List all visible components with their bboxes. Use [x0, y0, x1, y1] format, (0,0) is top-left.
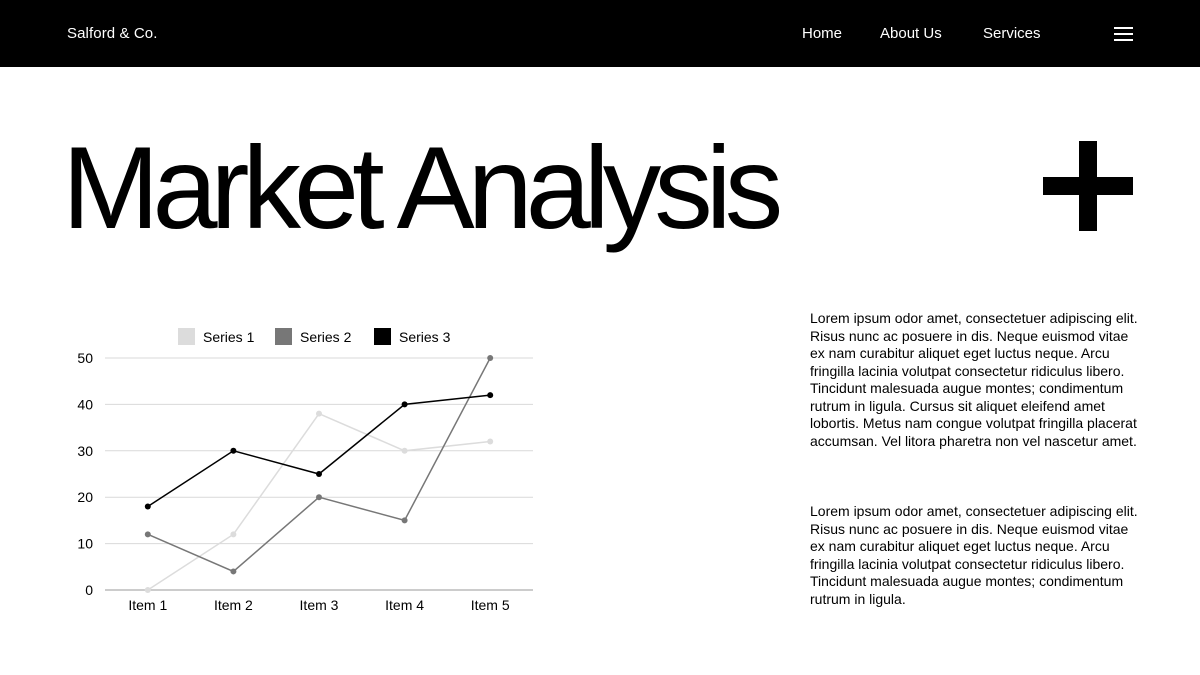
series-2-point: [402, 517, 408, 523]
series-2-point: [316, 494, 322, 500]
series-3-point: [487, 392, 493, 398]
series-2-point: [230, 568, 236, 574]
series-3-point: [230, 448, 236, 454]
legend-swatch: [178, 328, 195, 345]
y-tick-label: 50: [77, 350, 93, 366]
series-1-point: [487, 439, 493, 445]
x-tick-label: Item 3: [299, 597, 339, 613]
series-line-1: [148, 414, 490, 590]
series-2-point: [487, 355, 493, 361]
nav-link-services[interactable]: Services: [983, 25, 1041, 42]
page-title: Market Analysis: [62, 122, 777, 253]
nav-link-about-us[interactable]: About Us: [880, 25, 942, 42]
y-tick-label: 30: [77, 442, 93, 459]
plus-icon: [1043, 141, 1133, 231]
legend-swatch: [374, 328, 391, 345]
brand-name[interactable]: Salford & Co.: [67, 25, 158, 42]
body-paragraph-1: Lorem ipsum odor amet, consectetuer adipiscing elit. Risus nunc ac posuere in dis. Neque euismod vitae ex nam curabitur aliquet eget luctus neque. Arcu fringilla lacinia volutpat consectetur ridiculus libero. Tincidunt malesuada augue montes; condimentum rutrum in ligula. Cursus sit aliquet eleifend amet lobortis. Metus nam congue volutpat fringilla placerat accumsan. Vel litora pharetra non vel nascetur amet.: [810, 310, 1138, 449]
market-line-chart: [60, 315, 550, 625]
legend-label: Series 2: [300, 329, 352, 345]
series-line-2: [148, 358, 490, 571]
series-3-point: [145, 503, 151, 509]
legend-label: Series 1: [203, 329, 255, 345]
series-1-point: [402, 448, 408, 454]
series-1-point: [230, 531, 236, 537]
hamburger-menu-icon[interactable]: [1114, 27, 1133, 41]
y-tick-label: 20: [77, 489, 93, 506]
x-tick-label: Item 2: [213, 597, 253, 613]
top-navigation-bar: [0, 0, 1200, 67]
x-tick-label: Item 5: [470, 597, 510, 613]
series-3-point: [316, 471, 322, 477]
x-tick-label: Item 1: [128, 597, 168, 613]
nav-link-home[interactable]: Home: [802, 25, 843, 42]
y-tick-label: 10: [77, 535, 93, 552]
legend-label: Series 3: [399, 329, 451, 345]
series-2-point: [145, 531, 151, 537]
series-1-point: [145, 587, 151, 593]
legend-swatch: [275, 328, 292, 345]
y-tick-label: 40: [77, 396, 93, 413]
series-3-point: [402, 401, 408, 407]
x-tick-label: Item 4: [385, 597, 425, 613]
y-tick-label: 0: [85, 582, 93, 598]
series-1-point: [316, 411, 322, 417]
body-paragraph-2: Lorem ipsum odor amet, consectetuer adipiscing elit. Risus nunc ac posuere in dis. Neque euismod vitae ex nam curabitur aliquet eget luctus neque. Arcu fringilla lacinia volutpat consectetur ridiculus libero. Tincidunt malesuada augue montes; condimentum rutrum in ligula.: [810, 503, 1138, 607]
